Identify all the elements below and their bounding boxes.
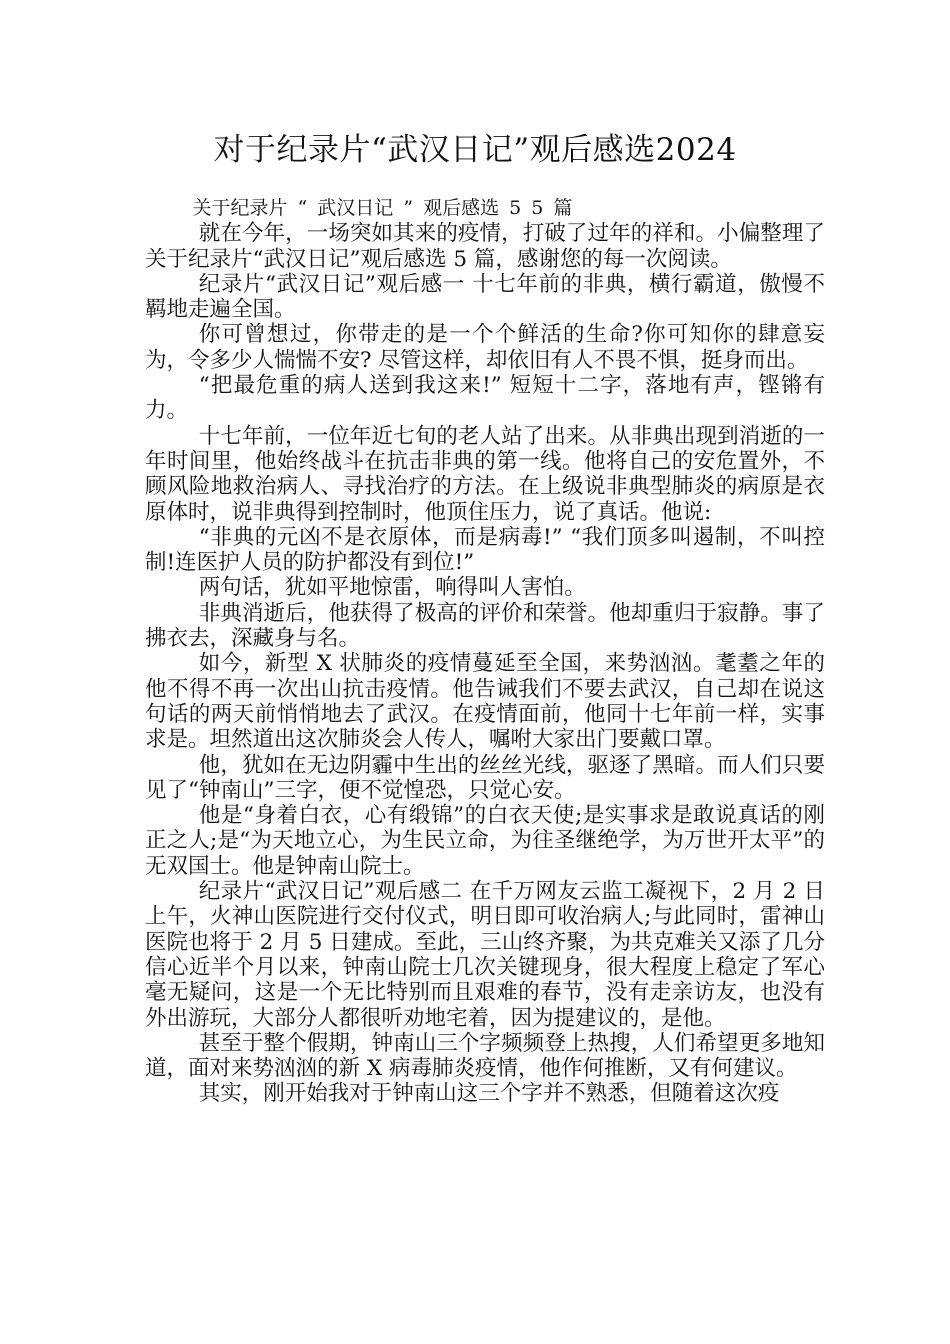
paragraph: 甚至于整个假期，钟南山三个字频频登上热搜，人们希望更多地知道，面对来势汹汹的新 X 病毒肺炎疫情，他作何推断，又有何建议。 (145, 1030, 825, 1082)
paragraph: 非典消逝后，他获得了极高的评价和荣誉。他却重归于寂静。事了拂衣去，深藏身与名。 (145, 600, 825, 652)
paragraph: 纪录片“武汉日记”观后感一 十七年前的非典，横行霸道，傲慢不羁地走遍全国。 (145, 271, 825, 323)
document-subtitle: 关于纪录片 “ 武汉日记 ” 观后感选 5 5 篇 (192, 197, 573, 219)
paragraph: “非典的元凶不是衣原体，而是病毒!” “我们顶多叫遏制，不叫控制!连医护人员的防护都没有到位!” (145, 524, 825, 576)
paragraph: 他是“身着白衣，心有缎锦”的白衣天使;是实事求是敢说真话的刚正之人;是“为天地立心，为生民立命，为往圣继绝学，为万世开太平”的无双国士。他是钟南山院士。 (145, 803, 825, 879)
paragraph: 如今，新型 X 状肺炎的疫情蔓延至全国，来势汹汹。耄耋之年的他不得不再一次出山抗击疫情。他告诫我们不要去武汉，自己却在说这句话的两天前悄悄地去了武汉。在疫情面前，他同十七年前一样，实事求是。坦然道出这次肺炎会人传人，嘱咐大家出门要戴口罩。 (145, 651, 825, 753)
document-title: 对于纪录片“武汉日记”观后感选2024 (213, 132, 737, 168)
paragraph: 你可曾想过，你带走的是一个个鲜活的生命?你可知你的肆意妄为，令多少人惴惴不安? 尽管这样，却依旧有人不畏不惧，挺身而出。 (145, 322, 825, 373)
paragraph: “把最危重的病人送到我这来!” 短短十二字，落地有声，铿锵有力。 (145, 373, 825, 424)
document-body (145, 196, 825, 1107)
paragraph: 就在今年，一场突如其来的疫情，打破了过年的祥和。小偏整理了关于纪录片“武汉日记”观后感选 5 篇，感谢您的每一次阅读。 (145, 221, 825, 272)
paragraph: 纪录片“武汉日记”观后感二 在千万网友云监工凝视下，2 月 2 日上午，火神山医院进行交付仪式，明日即可收治病人;与此同时，雷神山医院也将于 2 月 5 日建成。至此，三山终齐聚，为共克难关又添了几分信心近半个月以来，钟南山院士几次关键现身，很大程度上稳定了军心 毫无疑问，这是一个无比特别而且艰难的春节，没有走亲访友，也没有外出游玩，大部分人都很听劝地宅着，因为提建议的，是他。 (145, 879, 825, 1031)
paragraph: 他，犹如在无边阴霾中生出的丝丝光线，驱逐了黑暗。而人们只要见了“钟南山”三字，便不觉惶恐，只觉心安。 (145, 752, 825, 803)
paragraph: 十七年前，一位年近七旬的老人站了出来。从非典出现到消逝的一年时间里，他始终战斗在抗击非典的第一线。他将自己的安危置外，不顾风险地救治病人、寻找治疗的方法。在上级说非典型肺炎的病原是衣原体时，说非典得到控制时，他顶住压力，说了真话。他说: (145, 423, 825, 525)
paragraph: 两句话，犹如平地惊雷，响得叫人害怕。 (198, 575, 586, 601)
paragraph: 其实，刚开始我对于钟南山这三个字并不熟悉，但随着这次疫 (198, 1081, 780, 1107)
